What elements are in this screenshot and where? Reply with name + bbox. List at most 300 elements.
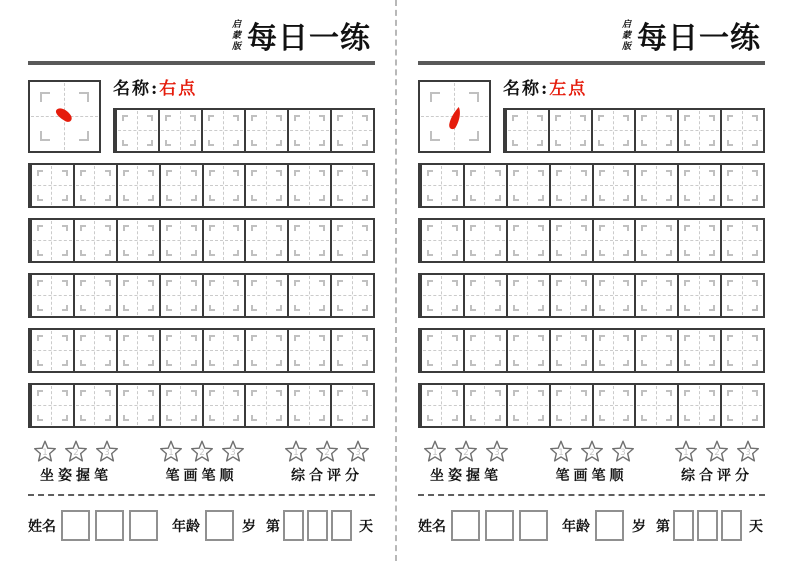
practice-row bbox=[28, 273, 375, 318]
corner-bracket-top-left bbox=[294, 335, 300, 341]
corner-bracket-bottom-left bbox=[684, 250, 690, 256]
day-box bbox=[331, 510, 352, 541]
center-vertical-guide bbox=[742, 331, 743, 370]
day-box bbox=[283, 510, 304, 541]
center-vertical-guide bbox=[484, 221, 485, 260]
svg-text:1: 1 bbox=[42, 447, 48, 458]
center-horizontal-guide bbox=[594, 130, 633, 131]
practice-cell bbox=[287, 165, 330, 206]
practice-row bbox=[418, 163, 765, 208]
corner-bracket-top-left bbox=[641, 335, 647, 341]
corner-bracket-top-left bbox=[80, 225, 86, 231]
corner-bracket-bottom-right bbox=[319, 140, 325, 146]
practice-cell bbox=[158, 110, 201, 151]
corner-bracket-top-left bbox=[727, 225, 733, 231]
corner-bracket-top-left bbox=[727, 280, 733, 286]
corner-bracket-bottom-left bbox=[641, 250, 647, 256]
corner-bracket-bottom-right bbox=[276, 195, 282, 201]
center-vertical-guide bbox=[742, 221, 743, 260]
practice-cell bbox=[330, 110, 373, 151]
corner-bracket-bottom-right bbox=[580, 140, 586, 146]
center-horizontal-guide bbox=[723, 240, 762, 241]
corner-bracket-top-right bbox=[495, 335, 501, 341]
center-horizontal-guide bbox=[466, 405, 505, 406]
day-suffix-label: 天 bbox=[749, 518, 763, 535]
center-horizontal-guide bbox=[290, 350, 329, 351]
practice-row bbox=[418, 273, 765, 318]
corner-bracket-bottom-right bbox=[362, 195, 368, 201]
corner-bracket-top-right bbox=[538, 390, 544, 396]
svg-text:1: 1 bbox=[683, 447, 689, 458]
corner-bracket-bottom-right bbox=[452, 195, 458, 201]
center-vertical-guide bbox=[656, 166, 657, 205]
center-vertical-guide bbox=[441, 331, 442, 370]
corner-bracket-bottom-left bbox=[599, 195, 605, 201]
corner-bracket-top-right bbox=[319, 390, 325, 396]
corner-bracket-bottom-right bbox=[362, 140, 368, 146]
corner-bracket-top-right bbox=[362, 390, 368, 396]
star-icon bbox=[283, 438, 309, 464]
practice-cell bbox=[592, 385, 635, 426]
center-vertical-guide bbox=[484, 166, 485, 205]
name-field-label: 姓名 bbox=[28, 518, 56, 535]
corner-bracket-top-right bbox=[62, 280, 68, 286]
practice-cell bbox=[330, 165, 373, 206]
center-vertical-guide bbox=[51, 221, 52, 260]
practice-cell bbox=[549, 220, 592, 261]
corner-bracket-top-right bbox=[623, 170, 629, 176]
corner-bracket-bottom-right bbox=[362, 250, 368, 256]
corner-bracket-top-right bbox=[62, 225, 68, 231]
center-vertical-guide bbox=[570, 166, 571, 205]
center-horizontal-guide bbox=[119, 295, 158, 296]
svg-text:2: 2 bbox=[198, 447, 205, 458]
practice-cell bbox=[116, 275, 159, 316]
star-icon bbox=[579, 438, 605, 464]
corner-bracket-top-left bbox=[470, 280, 476, 286]
page-title: 每日一练 bbox=[247, 21, 371, 56]
practice-cell bbox=[677, 385, 720, 426]
corner-bracket-bottom-right bbox=[62, 360, 68, 366]
corner-bracket-top-left bbox=[251, 115, 257, 121]
corner-bracket-top-right bbox=[752, 225, 758, 231]
center-horizontal-guide bbox=[423, 185, 462, 186]
corner-bracket-bottom-right bbox=[752, 195, 758, 201]
corner-bracket-top-right bbox=[319, 280, 325, 286]
practice-row bbox=[28, 163, 375, 208]
center-vertical-guide bbox=[742, 111, 743, 150]
corner-bracket-bottom-right bbox=[581, 360, 587, 366]
corner-bracket-bottom-right bbox=[709, 415, 715, 421]
center-horizontal-guide bbox=[680, 350, 719, 351]
corner-bracket-top-right bbox=[191, 280, 197, 286]
corner-bracket-bottom-left bbox=[470, 195, 476, 201]
center-horizontal-guide bbox=[33, 350, 72, 351]
center-horizontal-guide bbox=[333, 405, 372, 406]
star-row bbox=[158, 438, 246, 464]
corner-bracket-bottom-left bbox=[470, 305, 476, 311]
header-rule bbox=[418, 61, 765, 65]
corner-bracket-bottom-right bbox=[319, 360, 325, 366]
practice-cell bbox=[720, 385, 763, 426]
center-horizontal-guide bbox=[595, 185, 634, 186]
star-icon bbox=[94, 438, 120, 464]
practice-cell bbox=[116, 385, 159, 426]
center-horizontal-guide bbox=[595, 240, 634, 241]
name-label: 名称: bbox=[113, 79, 160, 99]
rating-group-overall bbox=[283, 438, 371, 485]
svg-text:3: 3 bbox=[104, 447, 110, 458]
corner-bracket-top-right bbox=[623, 280, 629, 286]
corner-bracket-top-right bbox=[148, 225, 154, 231]
corner-bracket-bottom-right bbox=[147, 140, 153, 146]
practice-cell bbox=[244, 330, 287, 371]
center-vertical-guide bbox=[527, 166, 528, 205]
corner-bracket-bottom-left bbox=[599, 250, 605, 256]
practice-cell bbox=[506, 330, 549, 371]
corner-bracket-bottom-right bbox=[105, 195, 111, 201]
corner-bracket-top-left bbox=[599, 335, 605, 341]
corner-bracket-bottom-right bbox=[495, 415, 501, 421]
corner-bracket-bottom-right bbox=[233, 195, 239, 201]
center-horizontal-guide bbox=[637, 295, 676, 296]
practice-cell bbox=[330, 330, 373, 371]
corner-bracket-bottom-left bbox=[556, 360, 562, 366]
corner-bracket-top-left bbox=[599, 390, 605, 396]
svg-text:3: 3 bbox=[494, 447, 500, 458]
practice-cell bbox=[30, 275, 73, 316]
day-prefix-label: 第 bbox=[266, 518, 280, 535]
name-box bbox=[61, 510, 90, 541]
corner-bracket-top-left bbox=[123, 390, 129, 396]
center-horizontal-guide bbox=[162, 350, 201, 351]
name-box bbox=[129, 510, 158, 541]
corner-bracket-bottom-left bbox=[513, 250, 519, 256]
corner-bracket-top-right bbox=[191, 225, 197, 231]
corner-bracket-bottom-left bbox=[512, 140, 518, 146]
practice-cell bbox=[463, 330, 506, 371]
edition-label: 启蒙版 bbox=[620, 18, 630, 52]
corner-bracket-top-right bbox=[538, 335, 544, 341]
corner-bracket-bottom-right bbox=[452, 360, 458, 366]
red-stroke-example bbox=[30, 82, 99, 151]
corner-bracket-top-left bbox=[599, 225, 605, 231]
corner-bracket-bottom-right bbox=[233, 250, 239, 256]
practice-cell bbox=[244, 110, 287, 151]
practice-cell bbox=[420, 275, 463, 316]
corner-bracket-bottom-right bbox=[233, 360, 239, 366]
corner-bracket-bottom-right bbox=[233, 305, 239, 311]
corner-bracket-top-right bbox=[580, 115, 586, 121]
center-vertical-guide bbox=[484, 331, 485, 370]
svg-text:1: 1 bbox=[432, 447, 438, 458]
center-vertical-guide bbox=[137, 111, 138, 150]
center-horizontal-guide bbox=[290, 240, 329, 241]
corner-bracket-bottom-left bbox=[727, 305, 733, 311]
practice-cell bbox=[73, 275, 116, 316]
rating-label: 坐姿握笔 bbox=[40, 468, 112, 484]
corner-bracket-top-right bbox=[105, 225, 111, 231]
corner-bracket-bottom-left bbox=[37, 250, 43, 256]
center-horizontal-guide bbox=[595, 350, 634, 351]
corner-bracket-top-right bbox=[666, 390, 672, 396]
corner-bracket-bottom-left bbox=[427, 415, 433, 421]
corner-bracket-bottom-right bbox=[191, 250, 197, 256]
center-vertical-guide bbox=[527, 386, 528, 425]
corner-bracket-top-right bbox=[623, 390, 629, 396]
corner-bracket-top-left bbox=[427, 280, 433, 286]
stroke-name-value: 右点 bbox=[159, 79, 198, 99]
corner-bracket-top-right bbox=[362, 280, 368, 286]
star-icon bbox=[422, 438, 448, 464]
corner-bracket-bottom-right bbox=[233, 415, 239, 421]
corner-bracket-bottom-right bbox=[62, 415, 68, 421]
corner-bracket-top-left bbox=[555, 115, 561, 121]
svg-text:3: 3 bbox=[355, 447, 361, 458]
center-vertical-guide bbox=[309, 221, 310, 260]
center-vertical-guide bbox=[441, 221, 442, 260]
corner-bracket-bottom-left bbox=[556, 250, 562, 256]
corner-bracket-top-left bbox=[556, 225, 562, 231]
corner-bracket-top-right bbox=[276, 115, 282, 121]
info-footer bbox=[28, 510, 375, 541]
practice-cell bbox=[591, 110, 634, 151]
corner-bracket-top-left bbox=[251, 390, 257, 396]
corner-bracket-bottom-right bbox=[148, 250, 154, 256]
center-horizontal-guide bbox=[76, 185, 115, 186]
center-horizontal-guide bbox=[162, 295, 201, 296]
practice-cell bbox=[287, 220, 330, 261]
corner-bracket-bottom-right bbox=[495, 360, 501, 366]
corner-bracket-top-left bbox=[641, 390, 647, 396]
corner-bracket-bottom-right bbox=[148, 305, 154, 311]
name-field-label: 姓名 bbox=[418, 518, 446, 535]
corner-bracket-bottom-left bbox=[641, 195, 647, 201]
practice-cell bbox=[30, 165, 73, 206]
corner-bracket-top-right bbox=[495, 280, 501, 286]
center-vertical-guide bbox=[352, 221, 353, 260]
star-row bbox=[283, 438, 371, 464]
center-vertical-guide bbox=[613, 221, 614, 260]
center-horizontal-guide bbox=[119, 405, 158, 406]
star-icon bbox=[63, 438, 89, 464]
practice-cell bbox=[506, 165, 549, 206]
star-row bbox=[673, 438, 761, 464]
corner-bracket-top-left bbox=[684, 225, 690, 231]
practice-cell bbox=[287, 275, 330, 316]
practice-cell bbox=[592, 220, 635, 261]
corner-bracket-top-right bbox=[319, 115, 325, 121]
corner-bracket-top-left bbox=[122, 115, 128, 121]
center-vertical-guide bbox=[137, 166, 138, 205]
center-horizontal-guide bbox=[552, 185, 591, 186]
page-divider-dashed-line bbox=[395, 0, 397, 561]
corner-bracket-top-right bbox=[148, 335, 154, 341]
corner-bracket-bottom-right bbox=[452, 305, 458, 311]
practice-row bbox=[28, 328, 375, 373]
corner-bracket-top-left bbox=[209, 225, 215, 231]
practice-cell bbox=[30, 385, 73, 426]
corner-bracket-top-right bbox=[276, 225, 282, 231]
corner-bracket-bottom-left bbox=[727, 250, 733, 256]
center-horizontal-guide bbox=[162, 240, 201, 241]
star-icon bbox=[673, 438, 699, 464]
corner-bracket-top-left bbox=[294, 170, 300, 176]
corner-bracket-bottom-left bbox=[80, 360, 86, 366]
corner-bracket-top-right bbox=[623, 115, 629, 121]
rating-label: 综合评分 bbox=[291, 468, 363, 484]
example-stroke-box bbox=[28, 80, 101, 153]
corner-bracket-top-left bbox=[294, 280, 300, 286]
center-horizontal-guide bbox=[466, 295, 505, 296]
center-horizontal-guide bbox=[205, 185, 244, 186]
corner-bracket-bottom-left bbox=[294, 195, 300, 201]
corner-bracket-bottom-left bbox=[251, 140, 257, 146]
star-icon bbox=[548, 438, 574, 464]
svg-text:2: 2 bbox=[714, 447, 720, 458]
center-vertical-guide bbox=[266, 166, 267, 205]
corner-bracket-bottom-left bbox=[470, 360, 476, 366]
corner-bracket-top-right bbox=[538, 170, 544, 176]
star-icon bbox=[189, 438, 215, 464]
corner-bracket-bottom-right bbox=[623, 360, 629, 366]
corner-bracket-top-left bbox=[251, 335, 257, 341]
practice-cell bbox=[634, 275, 677, 316]
center-vertical-guide bbox=[223, 386, 224, 425]
corner-bracket-top-left bbox=[209, 335, 215, 341]
center-horizontal-guide bbox=[290, 130, 329, 131]
center-horizontal-guide bbox=[509, 185, 548, 186]
corner-bracket-top-right bbox=[752, 170, 758, 176]
corner-bracket-bottom-left bbox=[294, 360, 300, 366]
corner-bracket-top-right bbox=[105, 390, 111, 396]
practice-cell bbox=[592, 330, 635, 371]
corner-bracket-top-left bbox=[599, 280, 605, 286]
center-vertical-guide bbox=[266, 221, 267, 260]
corner-bracket-top-right bbox=[452, 225, 458, 231]
corner-bracket-top-left bbox=[80, 280, 86, 286]
corner-bracket-bottom-right bbox=[537, 140, 543, 146]
day-suffix-label: 天 bbox=[359, 518, 373, 535]
corner-bracket-bottom-left bbox=[727, 415, 733, 421]
corner-bracket-bottom-right bbox=[148, 195, 154, 201]
corner-bracket-bottom-right bbox=[752, 140, 758, 146]
corner-bracket-bottom-right bbox=[452, 250, 458, 256]
practice-row bbox=[28, 218, 375, 263]
corner-bracket-top-right bbox=[495, 390, 501, 396]
svg-text:2: 2 bbox=[73, 447, 79, 458]
practice-cell bbox=[677, 110, 720, 151]
practice-cell bbox=[420, 220, 463, 261]
center-horizontal-guide bbox=[119, 185, 158, 186]
corner-bracket-top-left bbox=[166, 170, 172, 176]
corner-bracket-top-right bbox=[581, 335, 587, 341]
center-vertical-guide bbox=[51, 166, 52, 205]
center-vertical-guide bbox=[94, 331, 95, 370]
corner-bracket-top-right bbox=[276, 335, 282, 341]
center-vertical-guide bbox=[742, 276, 743, 315]
corner-bracket-bottom-right bbox=[190, 140, 196, 146]
center-horizontal-guide bbox=[509, 405, 548, 406]
corner-bracket-bottom-left bbox=[727, 360, 733, 366]
center-vertical-guide bbox=[613, 331, 614, 370]
corner-bracket-bottom-left bbox=[37, 360, 43, 366]
age-field-label: 年龄 bbox=[172, 518, 200, 535]
corner-bracket-bottom-left bbox=[641, 140, 647, 146]
center-horizontal-guide bbox=[33, 405, 72, 406]
example-stroke-box bbox=[418, 80, 491, 153]
center-horizontal-guide bbox=[723, 405, 762, 406]
corner-bracket-top-left bbox=[641, 225, 647, 231]
star-icon bbox=[32, 438, 58, 464]
center-horizontal-guide bbox=[290, 185, 329, 186]
corner-bracket-bottom-left bbox=[684, 360, 690, 366]
corner-bracket-bottom-right bbox=[191, 305, 197, 311]
corner-bracket-bottom-right bbox=[709, 195, 715, 201]
center-vertical-guide bbox=[352, 166, 353, 205]
center-horizontal-guide bbox=[161, 130, 200, 131]
center-horizontal-guide bbox=[637, 130, 676, 131]
corner-bracket-bottom-right bbox=[538, 250, 544, 256]
corner-bracket-top-left bbox=[166, 335, 172, 341]
corner-bracket-bottom-left bbox=[641, 415, 647, 421]
day-box bbox=[307, 510, 328, 541]
center-horizontal-guide bbox=[595, 295, 634, 296]
practice-cell bbox=[677, 165, 720, 206]
corner-bracket-bottom-left bbox=[337, 415, 343, 421]
rating-group-stroke-order bbox=[158, 438, 246, 485]
svg-text:1: 1 bbox=[167, 447, 174, 458]
center-vertical-guide bbox=[742, 386, 743, 425]
corner-bracket-top-left bbox=[513, 225, 519, 231]
corner-bracket-bottom-left bbox=[209, 305, 215, 311]
corner-bracket-bottom-right bbox=[666, 195, 672, 201]
corner-bracket-top-left bbox=[166, 390, 172, 396]
corner-bracket-bottom-left bbox=[80, 195, 86, 201]
center-horizontal-guide bbox=[680, 240, 719, 241]
worksheet-page-right bbox=[418, 0, 765, 561]
corner-bracket-top-left bbox=[427, 390, 433, 396]
center-horizontal-guide bbox=[33, 240, 72, 241]
corner-bracket-bottom-left bbox=[513, 305, 519, 311]
corner-bracket-top-left bbox=[294, 115, 300, 121]
center-horizontal-guide bbox=[33, 185, 72, 186]
name-label: 名称: bbox=[503, 79, 550, 99]
corner-bracket-bottom-left bbox=[337, 250, 343, 256]
star-row bbox=[422, 438, 510, 464]
corner-bracket-top-right bbox=[148, 390, 154, 396]
center-vertical-guide bbox=[352, 331, 353, 370]
corner-bracket-bottom-left bbox=[294, 250, 300, 256]
center-vertical-guide bbox=[309, 331, 310, 370]
practice-cell bbox=[420, 330, 463, 371]
practice-cell bbox=[73, 385, 116, 426]
svg-text:3: 3 bbox=[229, 447, 236, 458]
corner-bracket-top-left bbox=[80, 335, 86, 341]
center-vertical-guide bbox=[223, 221, 224, 260]
corner-bracket-bottom-left bbox=[470, 250, 476, 256]
practice-cell bbox=[420, 385, 463, 426]
corner-bracket-top-left bbox=[337, 335, 343, 341]
corner-bracket-top-right bbox=[233, 225, 239, 231]
corner-bracket-top-left bbox=[598, 115, 604, 121]
center-horizontal-guide bbox=[509, 240, 548, 241]
corner-bracket-bottom-right bbox=[666, 140, 672, 146]
corner-bracket-bottom-left bbox=[209, 250, 215, 256]
corner-bracket-bottom-left bbox=[427, 195, 433, 201]
practice-cell bbox=[73, 330, 116, 371]
corner-bracket-bottom-left bbox=[598, 140, 604, 146]
